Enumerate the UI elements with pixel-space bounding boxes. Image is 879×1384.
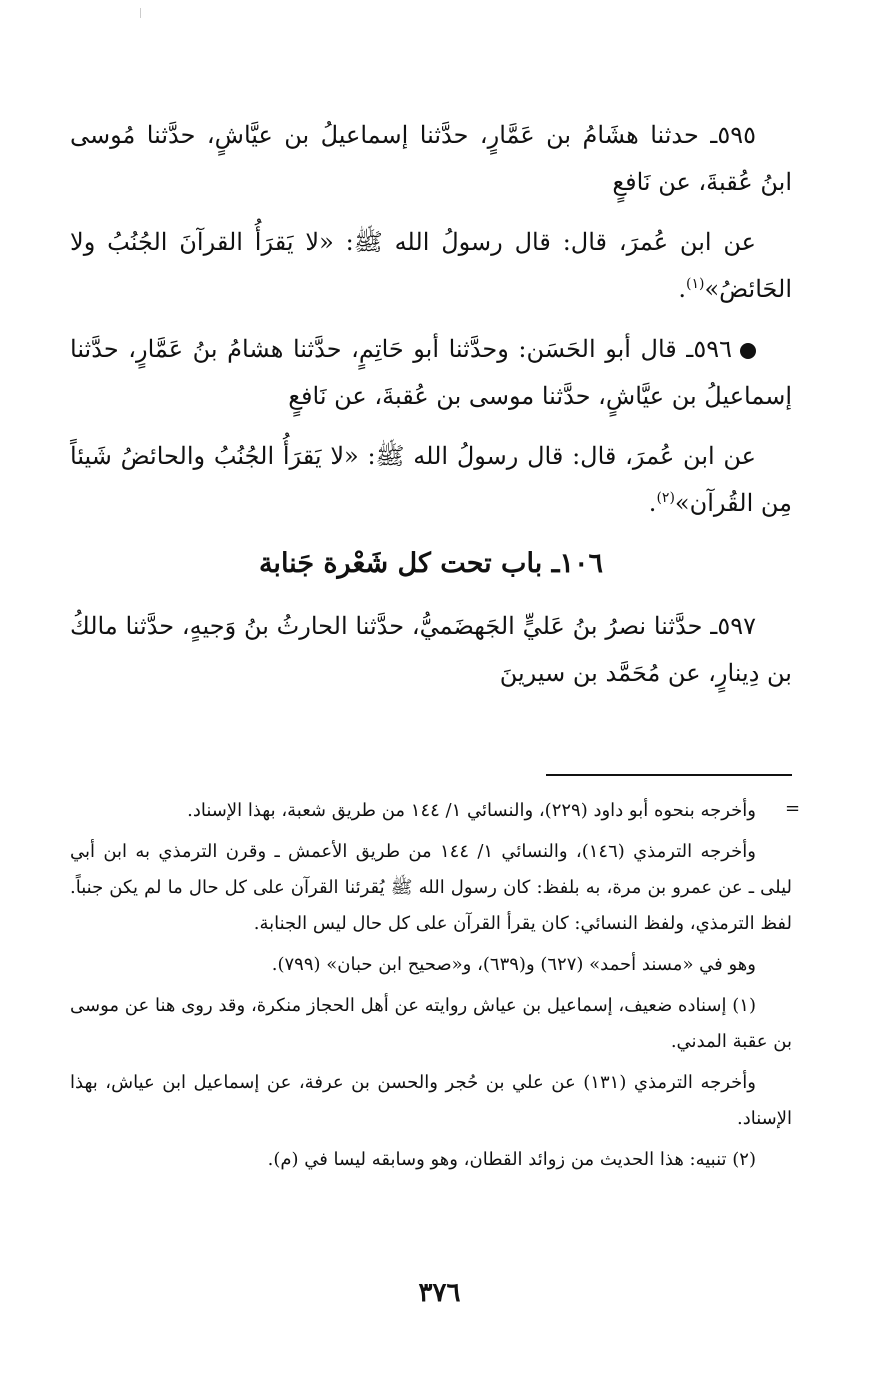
footnote-line: وأخرجه بنحوه أبو داود (٢٢٩)، والنسائي ١/ ١٤٤ من طريق شعبة، بهذا الإسناد.: [187, 800, 756, 821]
footnote-continuation-mark: =: [785, 798, 801, 819]
chapter-heading: ١٠٦ـ باب تحت كل شَعْرة جَنابة: [258, 548, 604, 579]
footnote-line: (٢) تنبيه: هذا الحديث من زوائد القطان، وهو وسابقه ليسا في (م).: [267, 1149, 756, 1170]
footnote-line: وأخرجه الترمذي (١٣١) عن علي بن حُجر والحسن بن عرفة، عن إسماعيل ابن عياش، بهذا الإسناد.: [70, 1072, 792, 1129]
hadith-595-chain: ٥٩٥ـ حدثنا هشَامُ بن عَمَّارٍ، حدَّثنا إسماعيلُ بن عيَّاشٍ، حدَّثنا مُوسى ابنُ عُقبةَ، عن نَافعٍ: [70, 121, 792, 196]
footnote-separator: [546, 774, 792, 776]
hadith-595-text: عن ابن عُمرَ، قال: قال رسولُ الله ﷺ: «لا يَقرَأُ القرآنَ الجُنُبُ ولا الحَائضُ»$^{(١)}$.: [70, 228, 792, 303]
footnote-line: وأخرجه الترمذي (١٤٦)، والنسائي ١/ ١٤٤ من طريق الأعمش ـ وقرن الترمذي به ابن أبي ليلى ـ عن عمرو بن مرة، به بلفظ: كان رسول الله ﷺ يُقرئنا القرآن على كل حال ما لم يكن جنباً. لفظ الترمذي، ولفظ النسائي: كان يقرأ القرآن على كل حال ليس الجنابة.: [70, 841, 792, 934]
footnote-ref-1: (١): [685, 276, 705, 292]
hadith-596-text: عن ابن عُمرَ، قال: قال رسولُ الله ﷺ: «لا يَقرَأُ الجُنُبُ والحائضُ شَيئاً مِن القُرآن»$^{(٢)}$.: [70, 442, 792, 517]
hadith-596-chain: ٥٩٦ـ قال أبو الحَسَن: وحدَّثنا أبو حَاتِمٍ، حدَّثنا هشامُ بنُ عَمَّارٍ، حدَّثنا إسماعيلُ بن عيَّاشٍ، حدَّثنا موسى بن عُقبةَ، عن نَافعٍ: [70, 335, 792, 410]
scan-mark: [140, 8, 141, 18]
page-number: ٣٧٦: [418, 1278, 461, 1308]
hadith-597-chain: ٥٩٧ـ حدَّثنا نصرُ بنُ عَليٍّ الجَهضَميُّ، حدَّثنا الحارثُ بنُ وَجيهٍ، حدَّثنا مالكُ بن دِينارٍ، عن مُحَمَّد بن سيرينَ: [70, 612, 792, 687]
bullet-icon: [740, 343, 756, 359]
footnote-ref-2: (٢): [656, 490, 675, 506]
main-text: [70, 112, 792, 710]
footnote-line: (١) إسناده ضعيف، إسماعيل بن عياش روايته عن أهل الحجاز منكرة، وقد روى هنا عن موسى بن عقبة المدني.: [70, 995, 792, 1052]
footnote-line: وهو في «مسند أحمد» (٦٢٧) و(٦٣٩)، و«صحيح ابن حبان» (٧٩٩).: [271, 954, 756, 975]
footnotes: [70, 793, 792, 1183]
